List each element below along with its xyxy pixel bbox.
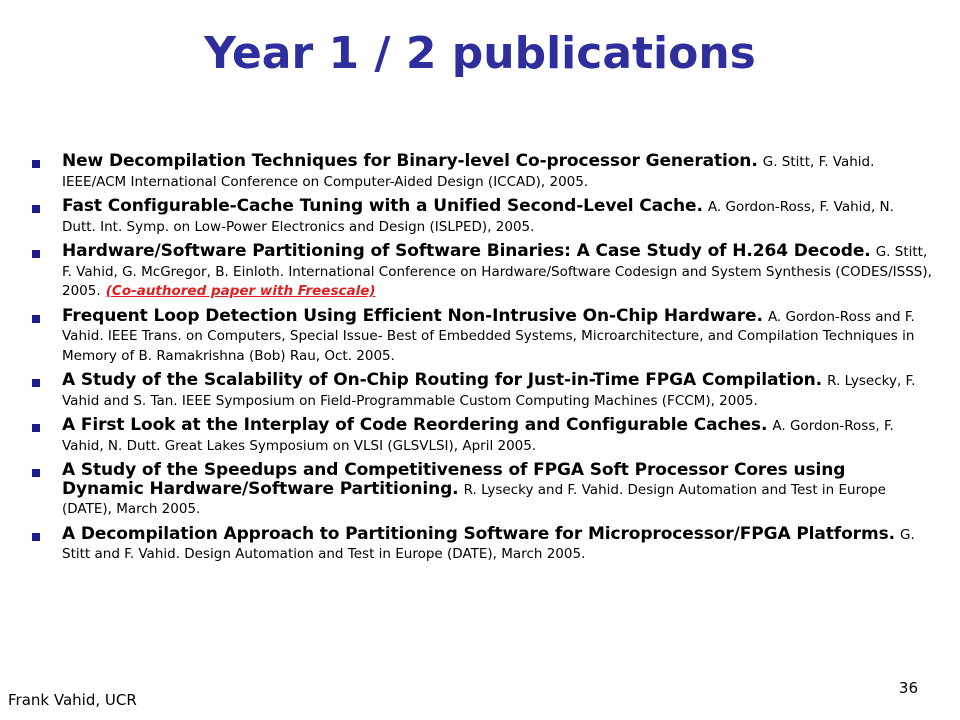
list-item: New Decompilation Techniques for Binary-level Co-processor Generation. G. Stitt, F. Vahid. IEEE/ACM International Conference on Computer-Aided Design (ICCAD), 2005. xyxy=(32,152,932,191)
list-item: A Decompilation Approach to Partitioning Software for Microprocessor/FPGA Platforms. G. Stitt and F. Vahid. Design Automation and Test in Europe (DATE), March 2005. xyxy=(32,525,932,564)
publication-title: New Decompilation Techniques for Binary-level Co-processor Generation xyxy=(62,151,752,171)
publication-title: A Study of the Speedups and Competitiveness of FPGA Soft Processor Cores using Dynamic Hardware/Software Partitioning xyxy=(62,460,846,499)
list-item: A Study of the Speedups and Competitiveness of FPGA Soft Processor Cores using Dynamic Hardware/Software Partitioning. R. Lysecky and F. Vahid. Design Automation and Test in Europe (DATE), March 2005. xyxy=(32,461,932,519)
square-bullet-icon xyxy=(32,160,40,168)
list-item: Frequent Loop Detection Using Efficient Non-Intrusive On-Chip Hardware. A. Gordon-Ross and F. Vahid. IEEE Trans. on Computers, Special Issue- Best of Embedded Systems, Microarchitecture, and Compilation Techniques in Memory of B. Ramakrishna (Bob) Rau, Oct. 2005. xyxy=(32,307,932,366)
list-item: Hardware/Software Partitioning of Software Binaries: A Case Study of H.264 Decode. G. Stitt, F. Vahid, G. McGregor, B. Einloth. International Conference on Hardware/Software Codesign and System Synthesis (CODES/ISSS), 2005. (Co-authored paper with Freescale) xyxy=(32,242,932,301)
square-bullet-icon xyxy=(32,469,40,477)
publication-title: A Decompilation Approach to Partitioning Software for Microprocessor/FPGA Platforms xyxy=(62,523,889,544)
page-number: 36 xyxy=(898,679,918,697)
publication-title: A First Look at the Interplay of Code Reordering and Configurable Caches xyxy=(62,415,761,435)
publication-citation: G. Stitt and F. Vahid. Design Automation and Test in Europe (DATE), March 2005. xyxy=(62,526,915,562)
publication-citation: R. Lysecky and F. Vahid. Design Automation and Test in Europe (DATE), March 2005. xyxy=(62,481,886,517)
publication-citation: A. Gordon-Ross, F. Vahid, N. Dutt. Great Lakes Symposium on VLSI (GLSVLSI), April 2005. xyxy=(62,418,894,454)
square-bullet-icon xyxy=(32,205,40,213)
author-footer: Frank Vahid, UCR xyxy=(8,691,137,709)
publication-citation: G. Stitt, F. Vahid. IEEE/ACM International Conference on Computer-Aided Design (ICCAD), 2005. xyxy=(62,154,875,190)
square-bullet-icon xyxy=(32,315,40,323)
publication-citation: G. Stitt, F. Vahid, G. McGregor, B. Einloth. International Conference on Hardware/Software Codesign and System Synthesis (CODES/ISSS), 2005. xyxy=(62,244,932,299)
square-bullet-icon xyxy=(32,533,40,541)
publication-citation: A. Gordon-Ross, F. Vahid, N. Dutt. Int. Symp. on Low-Power Electronics and Design (ISLPED), 2005. xyxy=(62,199,894,235)
square-bullet-icon xyxy=(32,379,40,387)
list-item: A Study of the Scalability of On-Chip Routing for Just-in-Time FPGA Compilation. R. Lysecky, F. Vahid and S. Tan. IEEE Symposium on Field-Programmable Custom Computing Machines (FCCM), 2005. xyxy=(32,371,932,410)
publication-title: Frequent Loop Detection Using Efficient Non-Intrusive On-Chip Hardware xyxy=(62,305,757,326)
publication-citation: A. Gordon-Ross and F. Vahid. IEEE Trans. on Computers, Special Issue- Best of Embedded Systems, Microarchitecture, and Compilation Techniques in Memory of B. Ramakrishna (Bob) Rau, Oct. 2005. xyxy=(62,308,915,364)
publication-title: Fast Configurable-Cache Tuning with a Unified Second-Level Cache xyxy=(62,196,697,216)
publication-title: Hardware/Software Partitioning of Software Binaries: A Case Study of H.264 Decode xyxy=(62,241,865,261)
list-item: Fast Configurable-Cache Tuning with a Unified Second-Level Cache. A. Gordon-Ross, F. Vahid, N. Dutt. Int. Symp. on Low-Power Electronics and Design (ISLPED), 2005. xyxy=(32,197,932,236)
publication-list xyxy=(32,152,932,570)
square-bullet-icon xyxy=(32,424,40,432)
publication-title: A Study of the Scalability of On-Chip Routing for Just-in-Time FPGA Compilation xyxy=(62,370,816,390)
square-bullet-icon xyxy=(32,250,40,258)
freescale-note-link[interactable]: (Co-authored paper with Freescale) xyxy=(105,283,376,299)
publication-citation: R. Lysecky, F. Vahid and S. Tan. IEEE Symposium on Field-Programmable Custom Computing Machines (FCCM), 2005. xyxy=(62,373,916,409)
page-title: Year 1 / 2 publications xyxy=(204,28,756,79)
list-item: A First Look at the Interplay of Code Reordering and Configurable Caches. A. Gordon-Ross, F. Vahid, N. Dutt. Great Lakes Symposium on VLSI (GLSVLSI), April 2005. xyxy=(32,416,932,455)
